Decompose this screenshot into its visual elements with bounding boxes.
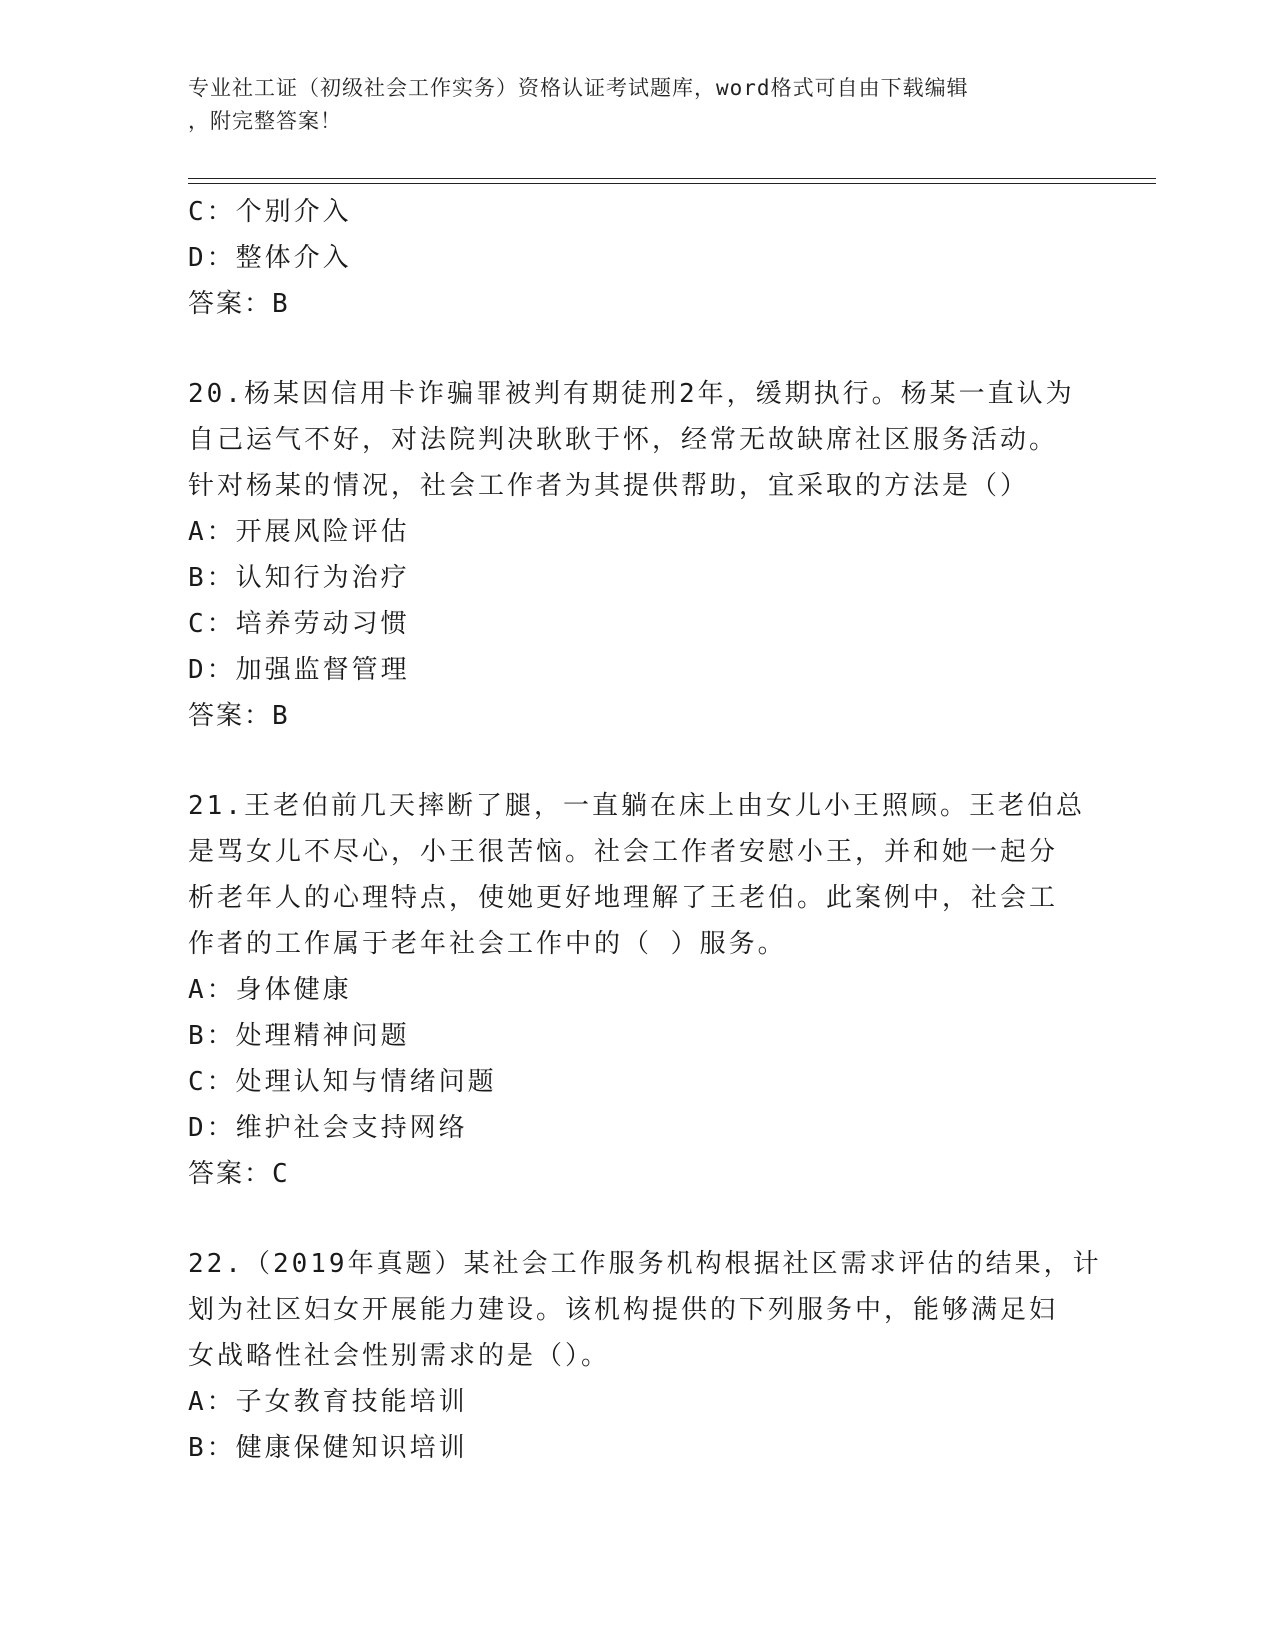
option-d: D：维护社会支持网络 — [188, 1113, 468, 1143]
question-text-line: 析老年人的心理特点，使她更好地理解了王老伯。此案例中，社会工 — [188, 883, 1059, 913]
question-text-line: 自己运气不好，对法院判决耿耿于怀，经常无故缺席社区服务活动。 — [188, 425, 1059, 455]
question-22 — [188, 1241, 1102, 1471]
option-a: A：开展风险评估 — [188, 517, 410, 547]
option-d: D：整体介入 — [188, 243, 352, 273]
header-line-2: ，附完整答案！ — [188, 109, 342, 133]
question-20 — [188, 371, 1088, 739]
question-21 — [188, 783, 1088, 1197]
option-d: D：加强监督管理 — [188, 655, 410, 685]
document-body — [188, 189, 1102, 1471]
answer: 答案：B — [188, 289, 290, 319]
option-b: B：处理精神问题 — [188, 1021, 410, 1051]
question-text-line: 女战略性社会性别需求的是（）。 — [188, 1341, 611, 1371]
question-text-line: 20.杨某因信用卡诈骗罪被判有期徒刑2年，缓期执行。杨某一直认为 — [188, 379, 1075, 409]
question-19-continued — [188, 189, 1088, 327]
header-divider-bottom — [188, 183, 1156, 184]
option-c: C：培养劳动习惯 — [188, 609, 410, 639]
option-b: B：健康保健知识培训 — [188, 1433, 468, 1463]
option-b: B：认知行为治疗 — [188, 563, 410, 593]
question-text-line: 22.（2019年真题）某社会工作服务机构根据社区需求评估的结果，计 — [188, 1249, 1102, 1279]
question-text-line: 作者的工作属于老年社会工作中的（ ）服务。 — [188, 929, 787, 959]
question-text-line: 针对杨某的情况，社会工作者为其提供帮助，宜采取的方法是（） — [188, 471, 1030, 501]
option-c: C：个别介入 — [188, 197, 352, 227]
document-header — [188, 72, 1088, 138]
answer: 答案：C — [188, 1159, 290, 1189]
question-text-line: 是骂女儿不尽心，小王很苦恼。社会工作者安慰小王，并和她一起分 — [188, 837, 1059, 867]
option-a: A：身体健康 — [188, 975, 352, 1005]
question-text-line: 划为社区妇女开展能力建设。该机构提供的下列服务中，能够满足妇 — [188, 1295, 1059, 1325]
option-c: C：处理认知与情绪问题 — [188, 1067, 497, 1097]
question-text-line: 21.王老伯前几天摔断了腿，一直躺在床上由女儿小王照顾。王老伯总 — [188, 791, 1085, 821]
header-line-1: 专业社工证（初级社会工作实务）资格认证考试题库，word格式可自由下载编辑 — [188, 76, 969, 100]
header-divider-top — [188, 178, 1156, 179]
option-a: A：子女教育技能培训 — [188, 1387, 468, 1417]
answer: 答案：B — [188, 701, 290, 731]
